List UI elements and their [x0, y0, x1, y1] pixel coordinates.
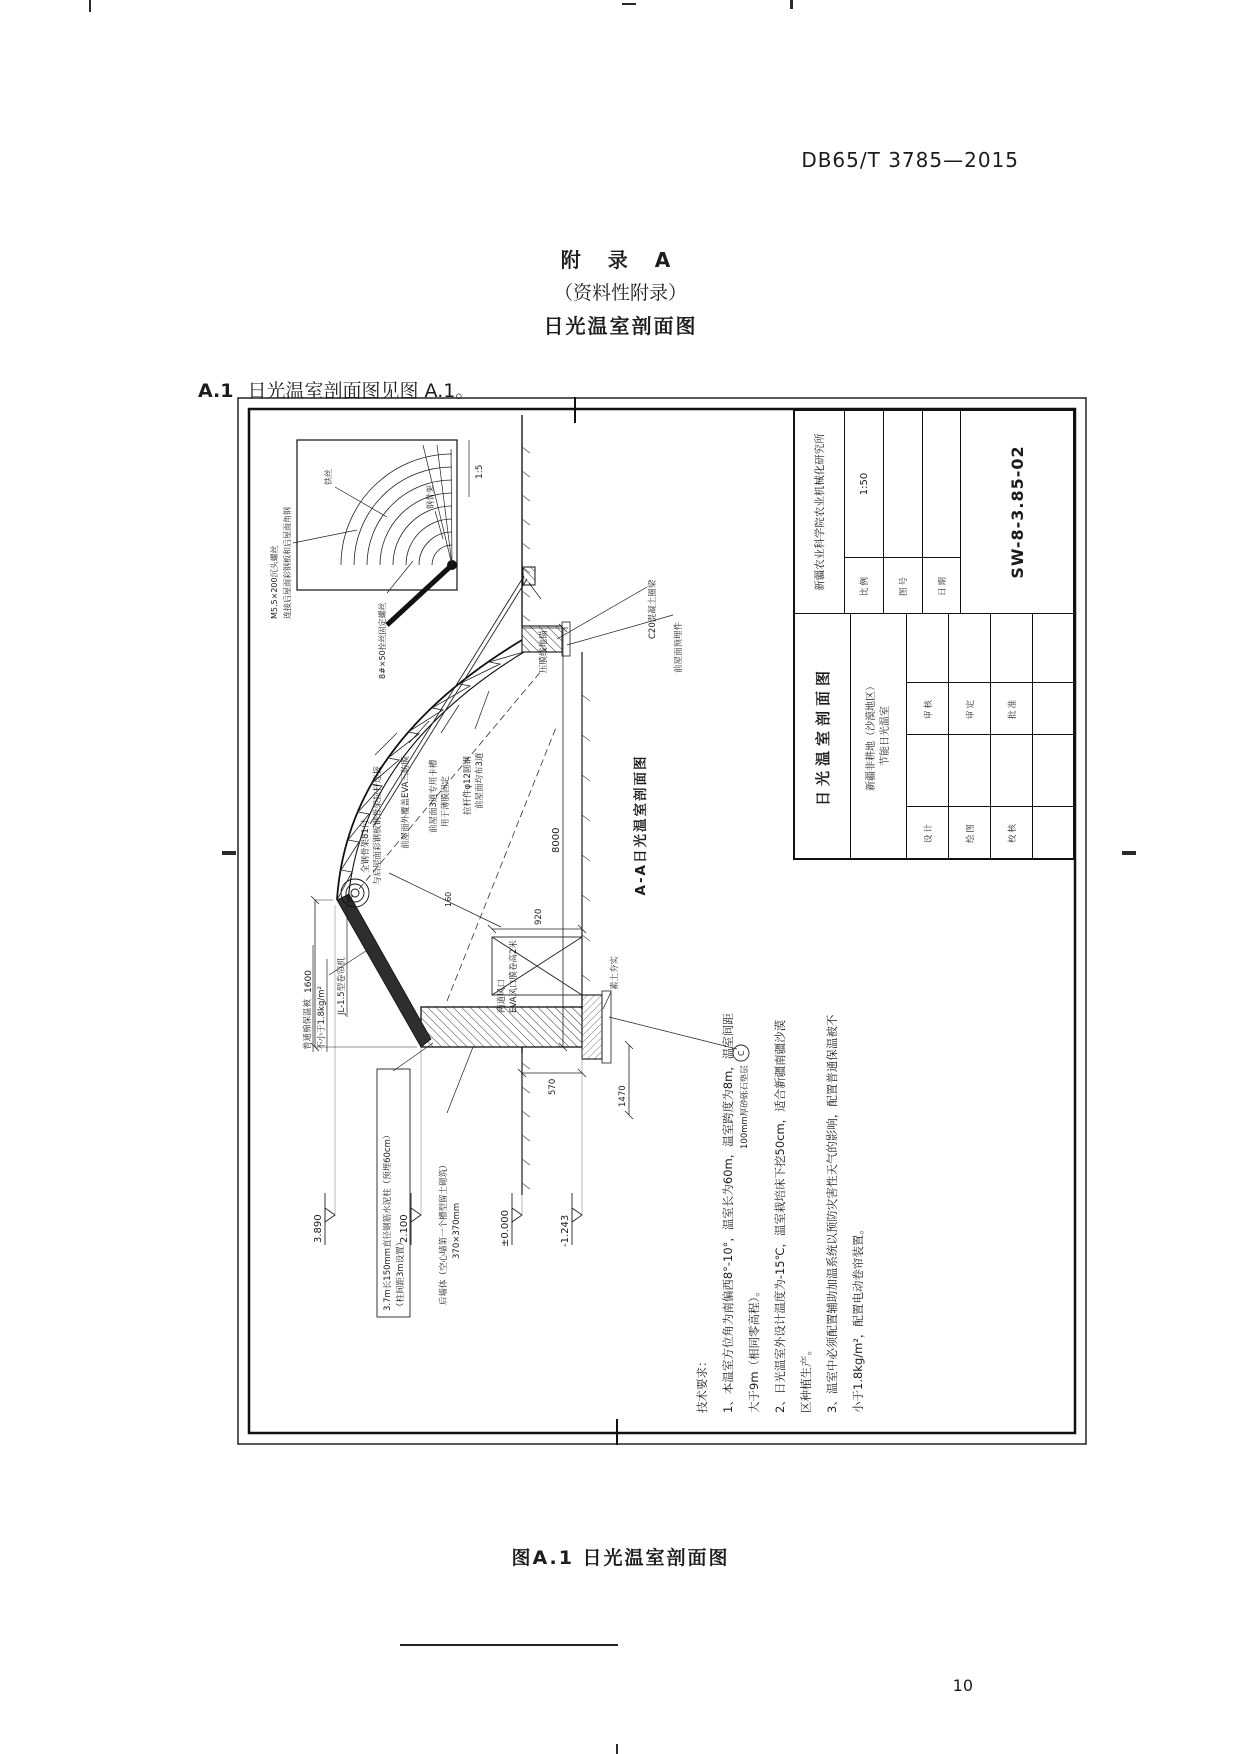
label-roller: JL-1.5型卷帘机	[337, 957, 347, 1015]
eave-detail	[269, 440, 485, 679]
detail-label-steel: 钢骨架	[426, 485, 435, 509]
reg-mark	[622, 3, 636, 5]
titleblock-cell-design: 设计	[907, 806, 949, 858]
label-tamped: 素土夯实	[610, 955, 620, 990]
label-gravel: 100mm厚砂砾石垫层	[740, 1065, 750, 1149]
titleblock-institute: 新疆农业科学院农业机械化研究所	[795, 411, 845, 613]
label-column-2: （柱间距3m设置）	[396, 1237, 406, 1311]
label-frame-1: 全钢骨架81付	[361, 819, 371, 873]
titleblock-cell-proof: 校核	[991, 806, 1033, 858]
detail-label-wire: 铁丝	[324, 469, 333, 485]
titleblock-no-label: 图号	[884, 557, 923, 613]
label-tie-2: 前屋面均布3道	[475, 752, 485, 809]
titleblock-scale-value: 1:50	[845, 411, 884, 557]
standard-code-header: DB65/T 3785—2015	[801, 148, 1019, 172]
titleblock-cell-blank	[884, 411, 923, 557]
title-block	[793, 409, 1075, 860]
titleblock-cell-blank	[907, 613, 949, 682]
label-quilt-2: 不小于1.8kg/m²	[317, 986, 327, 1050]
titleblock-cell-blank	[1033, 613, 1073, 682]
titleblock-cell-blank	[1033, 806, 1073, 858]
reg-mark	[222, 851, 236, 855]
tech-note-line: 2、日光温室外设计温度为-15℃，温室栽培床下挖50cm，适合新疆南疆沙漠	[773, 1019, 787, 1413]
appendix-subtitle: （资料性附录）	[553, 282, 687, 304]
titleblock-cell-blank	[949, 734, 991, 806]
drawing-sheet-landscape	[237, 397, 1087, 1445]
detail-label-screw-1: M5.5×200沉头螺丝	[270, 545, 279, 619]
ground-hatch	[522, 447, 590, 1189]
project-line-2: 节能日光温室	[879, 706, 891, 766]
label-column-1: 3.7m长150mm直径钢筋水泥柱（预埋60cm）	[383, 1130, 393, 1311]
tech-note-line: 区种植生产。	[799, 1344, 813, 1413]
reg-mark	[616, 1744, 618, 1754]
titleblock-drawing-number: SW-8-3.85-02	[1007, 445, 1027, 579]
titleblock-date-label: 日期	[923, 557, 961, 613]
reg-mark	[1122, 851, 1136, 855]
elevation-floor: -1.243	[560, 1214, 571, 1247]
roller-machine-symbol	[341, 879, 369, 907]
label-vent-1: 两道风口	[497, 978, 507, 1013]
rear-footing	[582, 995, 602, 1059]
dim-rear-roof: 1600	[304, 970, 314, 993]
tech-note-line: 技术要求：	[695, 1355, 709, 1413]
titleblock-cell-blank	[991, 613, 1033, 682]
titleblock-cell-draw: 绘图	[949, 806, 991, 858]
detail-label-fix: 8#×50拴丝固定螺丝	[378, 602, 387, 679]
titleblock-scale-label: 比例	[845, 557, 884, 613]
tech-note-line: 3、温室中必须配置辅助加温系统以预防灾害性天气的影响，配置普通保温被不	[825, 1014, 839, 1413]
dim-1470: 1470	[618, 1085, 628, 1107]
technical-notes	[689, 943, 871, 1413]
elevation-ridge: 3.890	[313, 1214, 324, 1243]
dim-span: 8000	[551, 827, 562, 853]
label-rear-wall-size: 370×370mm	[452, 1202, 462, 1259]
dim-160: 160	[444, 891, 453, 907]
dim-920: 920	[534, 908, 544, 925]
label-front-embed: 前屋面预埋件	[674, 621, 684, 673]
elevation-zero: ±0.000	[500, 1209, 511, 1247]
dim-570: 570	[548, 1078, 558, 1095]
project-line-1: 新疆非耕地（沙漠地区）	[865, 681, 877, 791]
label-vent-2: EVA风口膜卷高2米	[509, 940, 519, 1013]
appendix-figure-title: 日光温室剖面图	[543, 314, 698, 338]
figure-caption: 图A.1 日光温室剖面图	[511, 1547, 730, 1569]
titleblock-cell-blank	[907, 734, 949, 806]
titleblock-cell-ratify: 批准	[991, 682, 1033, 734]
ground-anchor-block	[523, 567, 535, 585]
titleblock-drawing-title: 日光温室剖面图	[795, 613, 851, 858]
rear-roof-panel	[337, 894, 431, 1047]
titleblock-project	[851, 613, 907, 858]
label-quilt-1: 普通棉保温被	[303, 998, 313, 1050]
label-clamp-1: 前屋面3道专用卡槽	[429, 759, 439, 833]
label-beam: C20混凝土圈梁	[648, 579, 658, 639]
tech-note-line: 1、本温室方位角为南偏西8°-10°，温室长为60m，温室跨度为8m，温室间距	[721, 1013, 735, 1413]
titleblock-cell-blank	[1033, 734, 1073, 806]
reg-mark	[89, 0, 91, 12]
label-clamp-2: 用于薄膜固定	[441, 775, 451, 827]
figure-a1-drawing	[237, 397, 1087, 1445]
appendix-title: 附 录 A	[560, 248, 681, 272]
tech-note-line: 小于1.8kg/m²，配置电动卷帘装置。	[851, 1223, 865, 1413]
clause-label: A.1	[198, 380, 234, 402]
clause-text: 日光温室剖面图见图 A.1。	[247, 380, 475, 402]
titleblock-cell-blank	[1033, 682, 1073, 734]
detail-scale: 1:5	[475, 464, 485, 479]
page-number: 10	[952, 1676, 973, 1695]
titleblock-cell-blank	[949, 613, 991, 682]
detail-box	[297, 440, 457, 590]
rear-wall-section	[421, 1007, 582, 1047]
titleblock-cell-blank	[991, 734, 1033, 806]
label-frame-2: 与后屋面彩钢板钢骨架拉杆连接	[373, 765, 383, 885]
label-tie-1: 拉杆件φ12圆钢	[463, 756, 473, 815]
footer-rule	[400, 1644, 618, 1646]
reg-mark	[790, 0, 793, 9]
detail-mark-letter: C	[737, 1050, 746, 1056]
elevation-wall-top: 2.100	[399, 1214, 410, 1243]
section-subtitle: A-A日光温室剖面图	[633, 754, 649, 896]
tech-note-line: 大于9m（相同零高程）。	[747, 1285, 761, 1413]
label-rear-wall: 后墙体（空心墙第一个槽型留土砌筑）	[439, 1160, 449, 1305]
label-film: 前屋面外覆盖EVA三防膜	[401, 756, 411, 849]
titleblock-cell-check: 审核	[907, 682, 949, 734]
titleblock-cell-blank	[923, 411, 961, 557]
titleblock-cell-approve: 审定	[949, 682, 991, 734]
label-anchor: 压膜线地锚	[539, 630, 549, 673]
detail-label-screw-2: 连接后屋面彩钢板和后屋面角钢	[283, 507, 292, 619]
